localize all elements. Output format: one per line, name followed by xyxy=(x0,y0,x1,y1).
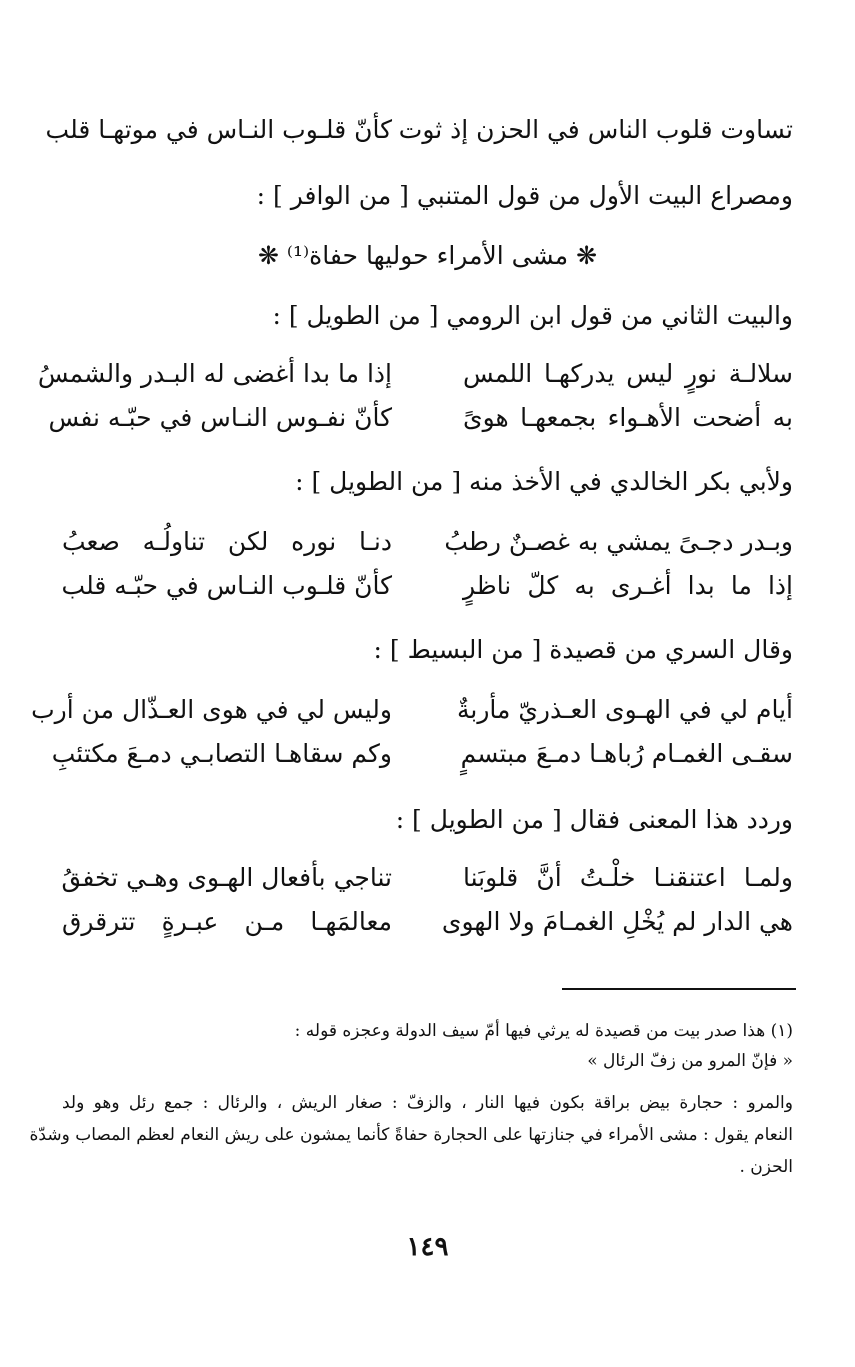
verse-second-hemistich: وكم سقاهـا التصابـي دمـعَ مكتئبِ xyxy=(51,739,392,768)
mutanabbi-hemistich: ❋ مشى الأمراء حوليها حفاة⁽¹⁾ ❋ xyxy=(257,241,598,270)
verse-row xyxy=(51,734,793,774)
verse-row xyxy=(62,858,793,898)
verse-first-hemistich: تساوت قلوب الناس في الحزن إذ ثوت xyxy=(398,115,793,144)
verse-first-hemistich: أيام لي في الهـوى العـذريّ مأربةٌ xyxy=(456,695,793,724)
footnote-quote: « فإنّ المرو من زفّ الرئال » xyxy=(587,1051,793,1071)
verse-first-hemistich: هي الدار لم يُخْلِ الغمـامَ ولا الهوى xyxy=(441,907,793,936)
verse-row xyxy=(62,522,793,562)
verse-second-hemistich: دنـا نوره لكن تناولُـه صعبُ xyxy=(62,527,392,556)
verse-second-hemistich: تناجي بأفعال الهـوى وهـي تخفقُ xyxy=(61,863,392,892)
verse-second-hemistich: معالمَهـا مـن عبـرةٍ تترقرق xyxy=(62,907,392,936)
intro-sari: وقال السري من قصيدة [ من البسيط ] : xyxy=(373,635,793,664)
intro-khalidi: ولأبي بكر الخالدي في الأخذ منه [ من الطويل ] : xyxy=(295,467,793,496)
verse-first-hemistich: وبـدر دجـىً يمشي به غصـنٌ رطبُ xyxy=(444,527,793,556)
footnote-line: النعام يقول : مشى الأمراء في جنازتها على الحجارة حفاةً كأنما يمشون على ريش النعام لعظم المصاب وشدّة xyxy=(29,1125,793,1145)
verse-second-hemistich: كأنّ قلـوب النـاس في موتهـا قلب xyxy=(45,115,392,144)
verse-row xyxy=(37,354,793,394)
verse-first-hemistich: سقـى الغمـام رُباهـا دمـعَ مبتسمٍ xyxy=(460,739,793,768)
intro-ibn-rumi: والبيت الثاني من قول ابن الرومي [ من الطويل ] : xyxy=(272,301,793,330)
verse-first-hemistich: ولمـا اعتنقنـا خلْـتُ أنَّ قلوبَنا xyxy=(463,863,793,892)
verse-row xyxy=(48,398,793,438)
page-number: ١٤٩ xyxy=(406,1232,449,1262)
verse-second-hemistich: كأنّ قلـوب النـاس في حبّـه قلب xyxy=(61,571,392,600)
verse-row xyxy=(31,690,793,730)
footnote-line: الحزن . xyxy=(739,1157,793,1177)
intro-reply: وردد هذا المعنى فقال [ من الطويل ] : xyxy=(395,805,793,834)
verse-first-hemistich: به أضحت الأهـواء بجمعهـا هوىً xyxy=(463,403,793,432)
intro-mutanabbi: ومصراع البيت الأول من قول المتنبي [ من الوافر ] : xyxy=(256,181,793,210)
verse-row xyxy=(45,110,793,150)
verse-second-hemistich: وليس لي في هوى العـذّال من أرب xyxy=(31,695,392,724)
verse-second-hemistich: إذا ما بدا أغضى له البـدر والشمسُ xyxy=(37,359,392,388)
footnote-divider xyxy=(562,988,796,990)
verse-row xyxy=(62,566,793,606)
footnote-line: (١) هذا صدر بيت من قصيدة له يرثي فيها أمّ سيف الدولة وعجزه قوله : xyxy=(294,1021,793,1041)
verse-row xyxy=(62,902,793,942)
footnote-line: والمرو : حجارة بيض براقة بكون فيها النار ، والزفّ : صغار الريش ، والرئال : جمع رئل وهو ولد xyxy=(62,1093,793,1113)
verse-second-hemistich: كأنّ نفـوس النـاس في حبّـه نفس xyxy=(48,403,392,432)
verse-first-hemistich: إذا ما بدا أغـرى به كلّ ناظرٍ xyxy=(463,571,793,600)
verse-first-hemistich: سلالـة نورٍ ليس يدركهـا اللمس xyxy=(463,359,793,388)
